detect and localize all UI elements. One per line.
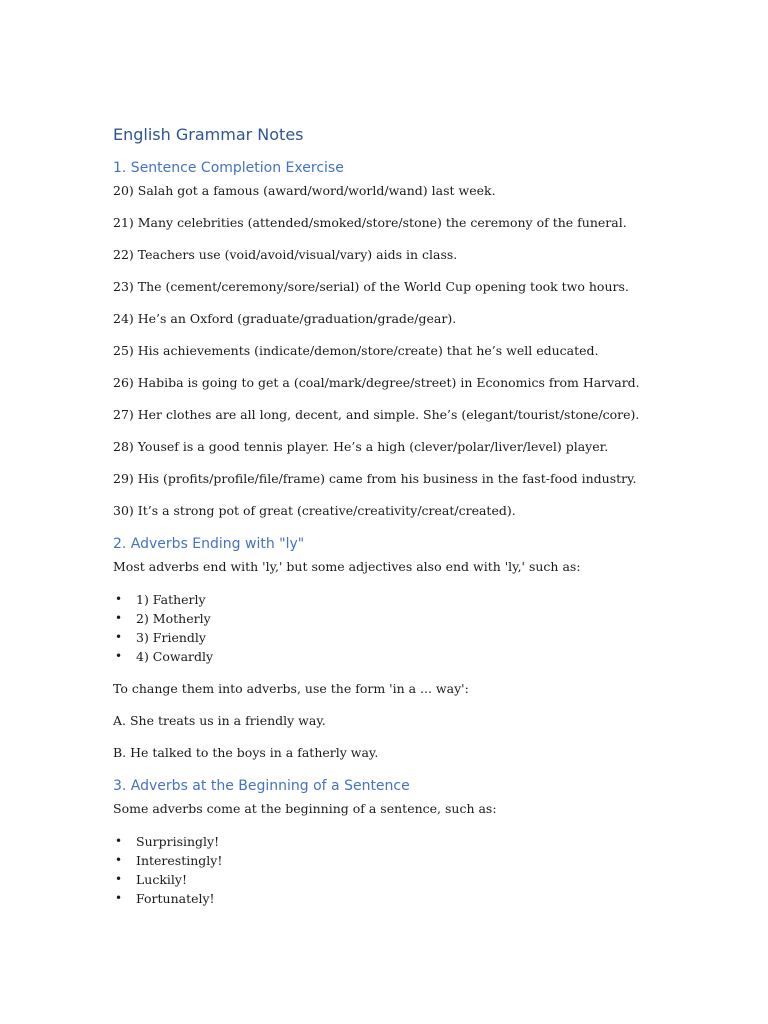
list-item-text: 4) Cowardly bbox=[136, 649, 214, 664]
list-item bbox=[113, 870, 673, 889]
bullet-list bbox=[113, 590, 673, 666]
list-item-text: 2) Motherly bbox=[136, 611, 211, 626]
exercise-item: 23) The (cement/ceremony/sore/serial) of the World Cup opening took two hours. bbox=[113, 279, 629, 294]
list-item bbox=[113, 628, 673, 647]
exercise-item: 26) Habiba is going to get a (coal/mark/degree/street) in Economics from Harvard. bbox=[113, 375, 640, 390]
exercise-item: 21) Many celebrities (attended/smoked/store/stone) the ceremony of the funeral. bbox=[113, 215, 627, 230]
bullet-icon: • bbox=[115, 834, 123, 848]
bullet-list bbox=[113, 832, 673, 908]
section-explanation: To change them into adverbs, use the form 'in a ... way': bbox=[113, 681, 469, 696]
exercise-item: 30) It’s a strong pot of great (creative/creativity/creat/created). bbox=[113, 503, 516, 518]
list-item bbox=[113, 590, 673, 609]
list-item-text: Luckily! bbox=[136, 872, 188, 887]
exercise-item: 25) His achievements (indicate/demon/store/create) that he’s well educated. bbox=[113, 343, 599, 358]
list-item-text: Surprisingly! bbox=[136, 834, 220, 849]
list-item-text: Fortunately! bbox=[136, 891, 215, 906]
bullet-icon: • bbox=[115, 853, 123, 867]
bullet-icon: • bbox=[115, 611, 123, 625]
document-title: English Grammar Notes bbox=[113, 125, 304, 144]
exercise-item: 29) His (profits/profile/file/frame) came from his business in the fast-food industry. bbox=[113, 471, 637, 486]
bullet-icon: • bbox=[115, 872, 123, 886]
bullet-icon: • bbox=[115, 649, 123, 663]
list-item-text: 3) Friendly bbox=[136, 630, 206, 645]
list-item-text: 1) Fatherly bbox=[136, 592, 206, 607]
list-item bbox=[113, 609, 673, 628]
example-sentence: A. She treats us in a friendly way. bbox=[113, 713, 326, 728]
example-sentence: B. He talked to the boys in a fatherly way. bbox=[113, 745, 379, 760]
list-item bbox=[113, 889, 673, 908]
list-item bbox=[113, 832, 673, 851]
bullet-icon: • bbox=[115, 891, 123, 905]
section-sentence-completion bbox=[113, 158, 673, 520]
section-heading: 3. Adverbs at the Beginning of a Sentence bbox=[113, 778, 410, 794]
exercise-item: 22) Teachers use (void/avoid/visual/vary) aids in class. bbox=[113, 247, 458, 262]
exercise-item: 27) Her clothes are all long, decent, and simple. She’s (elegant/tourist/stone/core). bbox=[113, 407, 640, 422]
section-heading: 1. Sentence Completion Exercise bbox=[113, 160, 344, 176]
section-intro: Some adverbs come at the beginning of a sentence, such as: bbox=[113, 801, 497, 816]
bullet-icon: • bbox=[115, 630, 123, 644]
section-adverbs-beginning bbox=[113, 776, 673, 908]
list-item bbox=[113, 647, 673, 666]
exercise-item: 24) He’s an Oxford (graduate/graduation/grade/gear). bbox=[113, 311, 457, 326]
exercise-item: 20) Salah got a famous (award/word/world/wand) last week. bbox=[113, 183, 496, 198]
list-item bbox=[113, 851, 673, 870]
document-page bbox=[113, 124, 673, 922]
bullet-icon: • bbox=[115, 592, 123, 606]
section-adverbs-ly bbox=[113, 534, 673, 762]
section-heading: 2. Adverbs Ending with "ly" bbox=[113, 536, 305, 552]
list-item-text: Interestingly! bbox=[136, 853, 223, 868]
section-intro: Most adverbs end with 'ly,' but some adjectives also end with 'ly,' such as: bbox=[113, 559, 581, 574]
exercise-item: 28) Yousef is a good tennis player. He’s a high (clever/polar/liver/level) player. bbox=[113, 439, 609, 454]
exercise-list bbox=[113, 182, 673, 520]
